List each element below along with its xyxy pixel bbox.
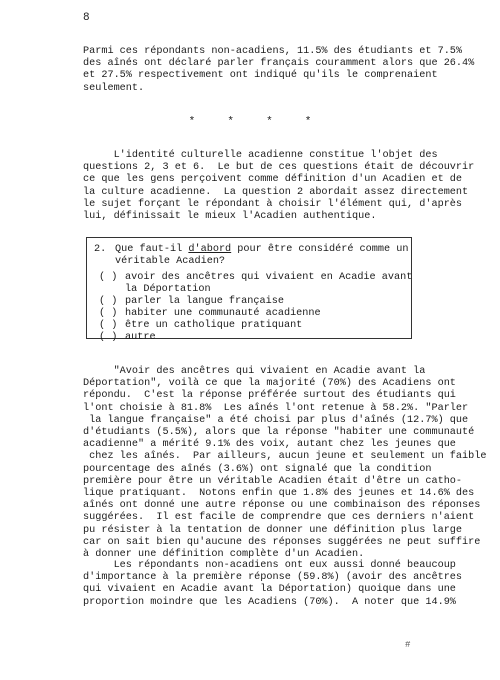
text-line: l'ont choisie à 81.8% Les aînés l'ont retenue à 58.2%. "Parler <box>83 402 469 414</box>
separator-star: * <box>304 116 312 128</box>
checkbox: ( ) <box>99 272 118 283</box>
text-line: qui vivaient en Acadie avant la Déportation) quoique dans une <box>83 584 456 596</box>
option-label: avoir des ancêtres qui vivaient en Acadie avant <box>125 272 413 283</box>
text-line: d'importance à la première réponse (59.8%) (avoir des ancêtres <box>83 572 463 584</box>
text-line: aînés ont donné une autre réponse ou une combinaison des réponses <box>83 500 481 512</box>
separator-star: * <box>227 116 234 128</box>
option-ancestors-cont: la Déportation <box>125 284 211 295</box>
text-line: des aînés ont déclaré parler français couramment alors que 26.4% <box>83 58 475 70</box>
checkbox: ( ) <box>99 332 118 343</box>
separator-star: * <box>188 116 196 128</box>
checkbox: ( ) <box>99 308 118 319</box>
option-language <box>99 296 284 308</box>
checkbox: ( ) <box>99 320 118 331</box>
text-line: pourcentage des aînés (3.6%) ont signalé que la condition <box>83 463 432 475</box>
text-line: la culture acadienne. La question 2 abordait assez directement <box>83 186 469 198</box>
text-line: d'étudiants (5.5%), alors que la réponse "habiter une communauté <box>83 427 475 439</box>
option-label: habiter une communauté acadienne <box>125 308 321 319</box>
text-line: première pour être un véritable Acadien était d'être un catho- <box>83 475 463 487</box>
question-text-line1 <box>115 244 408 256</box>
text-line: à donner une définition complète d'un Acadien. <box>83 549 365 561</box>
text-line: ce que les gens perçoivent comme définition d'un Acadien et de <box>83 174 463 186</box>
option-ancestors <box>99 272 412 284</box>
text-line: questions 2, 3 et 6. Le but de ces questions était de découvrir <box>83 162 475 174</box>
text-line: et 27.5% respectivement ont indiqué qu'ils le comprenaient <box>83 70 438 82</box>
question-text-line2: véritable Acadien? <box>115 256 226 267</box>
text-line: lique pratiquant. Notons enfin que 1.8% des jeunes et 14.6% des <box>83 488 475 500</box>
text-line: lui, définissait le mieux l'Acadien authentique. <box>83 211 377 223</box>
option-other <box>99 332 156 344</box>
question-number: 2. <box>94 244 107 255</box>
text-line: Déportation", voilà ce que la majorité (70%) des Acadiens ont <box>83 378 456 390</box>
text-line: proportion moindre que les Acadiens (70%). A noter que 14.9% <box>83 596 456 608</box>
text-line: chez les aînés. Par ailleurs, aucun jeune et seulement un faible <box>83 451 487 463</box>
text-line: Les répondants non-acadiens ont eux aussi donné beaucoup <box>83 560 456 571</box>
paragraph-cultural-identity <box>83 150 475 223</box>
paragraph-non-acadian-identity <box>83 560 463 609</box>
question-emphasis: d'abord <box>188 244 232 255</box>
question-text-post: pour être considéré comme un <box>231 244 409 255</box>
question-text-pre: Que faut-il <box>115 244 189 255</box>
option-label: être un catholique pratiquant <box>125 320 303 331</box>
text-line: seulement. <box>83 82 145 94</box>
text-line: "Avoir des ancêtres qui vivaient en Acadie avant la <box>83 366 426 377</box>
separator-star: * <box>266 116 273 128</box>
option-catholic <box>99 320 302 332</box>
text-line: Parmi ces répondants non-acadiens, 11.5% des étudiants et 7.5% <box>83 46 463 57</box>
text-line: suggérées. Il est facile de comprendre que ces derniers n'aient <box>83 512 475 524</box>
paragraph-results <box>83 366 487 561</box>
text-line: le sujet forçant le répondant à choisir l'élément qui, d'après <box>83 198 463 210</box>
section-separator <box>0 116 500 128</box>
option-community <box>99 308 321 320</box>
paragraph-non-acadian-french <box>83 46 475 95</box>
footer-mark: # <box>405 640 411 650</box>
option-label: autre <box>125 332 156 343</box>
page-number: 8 <box>83 12 90 24</box>
option-label: parler la langue française <box>125 296 284 307</box>
text-line: répondu. C'est la réponse préférée surtout des étudiants qui <box>83 390 456 402</box>
text-line: acadienne" a mérité 9.1% des voix, autant chez les jeunes que <box>83 439 456 451</box>
text-line: la langue française" a été choisi par plus d'aînés (12.7%) que <box>83 414 469 426</box>
text-line: L'identité culturelle acadienne constitue l'objet des <box>83 150 438 161</box>
text-line: pu résister à la tentation de donner une définition plus large <box>83 524 463 536</box>
text-line: car on sait bien qu'aucune des réponses suggérées ne peut suffire <box>83 536 481 548</box>
question-box <box>86 237 413 343</box>
checkbox: ( ) <box>99 296 118 307</box>
